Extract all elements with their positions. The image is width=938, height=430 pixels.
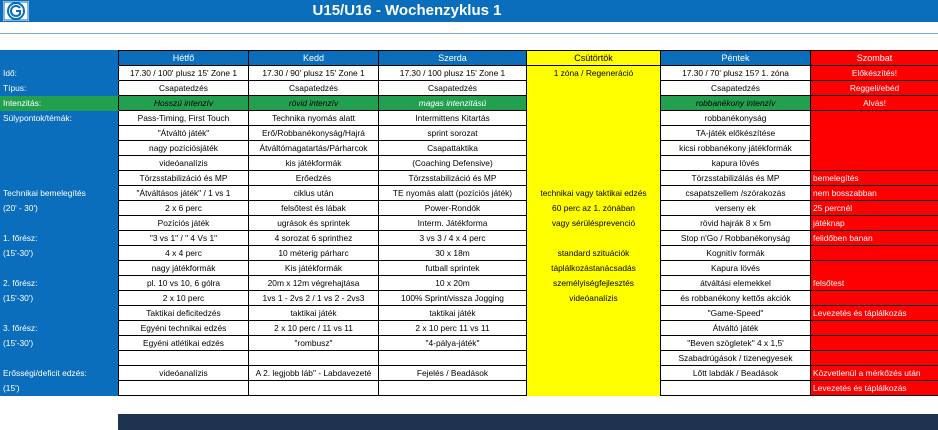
cell-f2-wed-3: 100% Sprint/vissza Jogging <box>379 291 527 306</box>
cell-sp-fri-2: TA-játék előkészítése <box>661 126 811 141</box>
row-label-tech-time: (20' - 30') <box>1 201 119 216</box>
row-intenzitas <box>1 96 938 111</box>
cell-sp-fri-4: kapura lövés <box>661 156 811 171</box>
cell-sp-wed-4: (Coaching Defensive) <box>379 156 527 171</box>
cell-f2-tue-2: 20m x 12m végrehajtása <box>249 276 379 291</box>
cell-sp-wed-2: sprint sorozat <box>379 126 527 141</box>
row-f2-1 <box>1 261 938 276</box>
cell-f2-tue-1: Kis játékformák <box>249 261 379 276</box>
cell-tipus-tue: Csapatedzés <box>249 81 379 96</box>
cell-er-fri-2: Lőtt labdák / Beadások <box>661 366 811 381</box>
row-f2-2 <box>1 276 938 291</box>
cell-sp-tue-2: Erő/Robbanékonyság/Hajrá <box>249 126 379 141</box>
cell-sp-sat-1 <box>811 111 938 126</box>
row-f3-3 <box>1 336 938 351</box>
row-sulypontok-2 <box>1 126 938 141</box>
cell-sp-mon-3: nagy pozíciósjáték <box>119 141 249 156</box>
cell-er-wed: Fejelés / Beadások <box>379 366 527 381</box>
row-er-2 <box>1 366 938 381</box>
row-f2-3 <box>1 291 938 306</box>
header-corner <box>1 51 119 66</box>
cell-ido-thu: 1 zóna / Regeneráció <box>527 66 661 81</box>
cell-tech-mon-3: 2 x 6 perc <box>119 201 249 216</box>
cell-int-wed: magas intenzitású <box>379 96 527 111</box>
cell-f3-fri-3: "Beven szögletek" 4 x 1,5' <box>661 336 811 351</box>
row-tech-2 <box>1 186 938 201</box>
cell-f2-mon-1: nagy játékformák <box>119 261 249 276</box>
cell-f1-tue-1: ugrások és sprintek <box>249 216 379 231</box>
cell-tipus-wed: Csapatedzés <box>379 81 527 96</box>
cell-f3-tue-2: 2 x 10 perc / 11 vs 11 <box>249 321 379 336</box>
cell-f1-tue-3: 10 méterig párharc <box>249 246 379 261</box>
cell-er-fri-1: Szabadrúgások / tizenegyesek <box>661 351 811 366</box>
cell-ido-fri: 17.30 / 70' plusz 15? 1. zóna <box>661 66 811 81</box>
day-header-friday: Péntek <box>661 51 811 66</box>
cell-f1-mon-3: 4 x 4 perc <box>119 246 249 261</box>
cell-thu-6: személyiségfejlesztés <box>527 276 661 291</box>
row-label-ido: Idő: <box>1 66 119 81</box>
row-label-f2-time: (15'-30') <box>1 291 119 306</box>
cell-tech-sat-2: nem bosszabban <box>811 186 938 201</box>
cell-tipus-sat: Reggeli/ebéd <box>811 81 938 96</box>
row-er-1 <box>1 351 938 366</box>
cell-sp-fri-1: robbanékonyság <box>661 111 811 126</box>
row-label-f1-time: (15'-30') <box>1 246 119 261</box>
cell-f2-sat-1: felsőtest <box>811 276 938 291</box>
row-tech-3 <box>1 201 938 216</box>
cell-ido-sat: Előkészítés! <box>811 66 938 81</box>
cell-er-sat-1: Közvetlenül a mérkőzés után <box>811 366 938 381</box>
row-label-f2: 2. főrész: <box>1 276 119 291</box>
cell-sp-thu-1 <box>527 111 661 126</box>
cell-f1-wed-2: 3 vs 3 / 4 x 4 perc <box>379 231 527 246</box>
cell-sp-wed-3: Csapattaktika <box>379 141 527 156</box>
cell-f2-fri-1: Kapura lövés <box>661 261 811 276</box>
row-tipus <box>1 81 938 96</box>
cell-ido-wed: 17.30 / 100 plusz 15' Zone 1 <box>379 66 527 81</box>
cell-int-tue: rövid intenzív <box>249 96 379 111</box>
header-row <box>1 51 938 66</box>
cell-ido-mon: 17.30 / 100' plusz 15' Zone 1 <box>119 66 249 81</box>
cell-tech-wed-3: Power-Rondók <box>379 201 527 216</box>
bottom-bar <box>118 414 938 430</box>
cell-tipus-thu <box>527 81 661 96</box>
cell-f2-fri-2: átváltási elemekkel <box>661 276 811 291</box>
row-label-er: Erősségi/deficit edzés: <box>1 366 119 381</box>
cell-f3-sat-1: Levezetés és táplálkozás <box>811 306 938 321</box>
cell-tech-mon-2: "Átváltásos játék" / 1 vs 1 <box>119 186 249 201</box>
cell-tech-wed-1: Törzsstabilizáció és MP <box>379 171 527 186</box>
cell-thu-4: standard szituációk <box>527 246 661 261</box>
row-ido <box>1 66 938 81</box>
cell-f1-wed-3: 30 x 18m <box>379 246 527 261</box>
row-label-tech: Technikai bemelegítés <box>1 186 119 201</box>
cell-tech-fri-2: csapatszellem /szórakozás <box>661 186 811 201</box>
row-er-3 <box>1 381 938 396</box>
cell-sp-tue-4: kis játékformák <box>249 156 379 171</box>
row-label-f3: 3. főrész: <box>1 321 119 336</box>
row-tech-1 <box>1 171 938 186</box>
cell-thu-3: vagy sérülésprevenció <box>527 216 661 231</box>
cell-ido-tue: 17.30 / 90' plusz 15' Zone 1 <box>249 66 379 81</box>
cell-f1-wed-1: Interm. Játékforma <box>379 216 527 231</box>
row-sulypontok-4 <box>1 156 938 171</box>
cell-f2-wed-2: 10 x 20m <box>379 276 527 291</box>
weekly-schedule-table <box>0 50 938 396</box>
cell-sp-mon-2: "Átváltó játék" <box>119 126 249 141</box>
day-header-monday: Hétfő <box>119 51 249 66</box>
cell-f3-wed-3: "4-pálya-játék" <box>379 336 527 351</box>
cell-er-tue: A 2. legjobb láb" - Labdavezeté <box>249 366 379 381</box>
day-header-wednesday: Szerda <box>379 51 527 66</box>
day-header-thursday: Csütörtök <box>527 51 661 66</box>
cell-f2-tue-3: 1vs 1 - 2vs 2 / 1 vs 2 - 2vs3 <box>249 291 379 306</box>
cell-sp-mon-1: Pass-Timing, First Touch <box>119 111 249 126</box>
cell-f1-mon-1: Pozíciós játék <box>119 216 249 231</box>
cell-tech-mon-1: Törzsstabilizáció és MP <box>119 171 249 186</box>
cell-int-sat: Alvás! <box>811 96 938 111</box>
row-label-f3-time: (15'-30') <box>1 336 119 351</box>
day-header-tuesday: Kedd <box>249 51 379 66</box>
cell-f1-fri-3: Kognitív formák <box>661 246 811 261</box>
cell-thu-2: 60 perc az 1. zónában <box>527 201 661 216</box>
cell-int-thu <box>527 96 661 111</box>
cell-tech-sat-1: bemelegítés <box>811 171 938 186</box>
row-label-intenzitas: Intenzitás: <box>1 96 119 111</box>
cell-int-fri: robbanékony intenzív <box>661 96 811 111</box>
cell-sp-fri-3: kicsi robbanékony játékformák <box>661 141 811 156</box>
row-label-tipus: Típus: <box>1 81 119 96</box>
day-header-saturday: Szombat <box>811 51 938 66</box>
cell-f3-mon-3: Egyéni atlétikai edzés <box>119 336 249 351</box>
row-f1-1 <box>1 216 938 231</box>
cell-sp-tue-1: Technika nyomás alatt <box>249 111 379 126</box>
row-label-sulypontok: Súlypontok/témák: <box>1 111 119 126</box>
row-label-f1: 1. főrész: <box>1 231 119 246</box>
cell-f3-tue-1: taktikai játék <box>249 306 379 321</box>
cell-f2-mon-2: pl. 10 vs 10, 6 gólra <box>119 276 249 291</box>
cell-f1-fri-2: Stop n'Go / Robbanékonyság <box>661 231 811 246</box>
cell-f2-wed-1: futball sprintek <box>379 261 527 276</box>
cell-er-mon: videóanalízis <box>119 366 249 381</box>
cell-f1-sat-2: felidőben banan <box>811 231 938 246</box>
cell-f1-fri-1: rövid hajrák 8 x 5m <box>661 216 811 231</box>
cell-er-sat-2: Levezetés és táplálkozás <box>811 381 938 396</box>
cell-int-mon: Hosszú intenzív <box>119 96 249 111</box>
cell-tech-wed-2: TE nyomás alatt (pozíciós játék) <box>379 186 527 201</box>
cell-thu-7: videóanalízis <box>527 291 661 306</box>
cell-f3-fri-1: "Game-Speed" <box>661 306 811 321</box>
cell-f3-mon-1: Taktikai deficitedzés <box>119 306 249 321</box>
cell-f3-tue-3: "rombusz" <box>249 336 379 351</box>
cell-thu-1: technikai vagy taktikai edzés <box>527 186 661 201</box>
cell-tech-tue-3: felsőtest és lábak <box>249 201 379 216</box>
cell-sp-wed-1: Intermittens Kitartás <box>379 111 527 126</box>
cell-f3-wed-2: 2 x 10 perc 11 vs 11 <box>379 321 527 336</box>
row-f3-1 <box>1 306 938 321</box>
row-f1-3 <box>1 246 938 261</box>
cell-f1-tue-2: 4 sorozat 6 sprinthez <box>249 231 379 246</box>
cell-thu-5: táplálkozástanácsadás <box>527 261 661 276</box>
row-sulypontok-1 <box>1 111 938 126</box>
page-title: U15/U16 - Wochenzyklus 1 <box>312 2 502 19</box>
cell-f2-mon-3: 2 x 10 perc <box>119 291 249 306</box>
cell-tech-sat-3: 25 percnél <box>811 201 938 216</box>
cell-f3-mon-2: Egyéni technikai edzés <box>119 321 249 336</box>
cell-f3-wed-1: taktikai játék <box>379 306 527 321</box>
cell-tech-fri-1: Törzsstabilizálás és MP <box>661 171 811 186</box>
divider <box>0 33 938 34</box>
cell-f3-fri-2: Átváltó játék <box>661 321 811 336</box>
row-label-er-time: (15') <box>1 381 119 396</box>
cell-tech-fri-3: verseny ek <box>661 201 811 216</box>
cell-tech-tue-2: ciklus után <box>249 186 379 201</box>
cell-tipus-fri: Csapatedzés <box>661 81 811 96</box>
cell-tipus-mon: Csapatedzés <box>119 81 249 96</box>
row-f1-2 <box>1 231 938 246</box>
row-sulypontok-3 <box>1 141 938 156</box>
row-f3-2 <box>1 321 938 336</box>
cell-f1-mon-2: "3 vs 1" / " 4 Vs 1" <box>119 231 249 246</box>
cell-tech-tue-1: Erőedzés <box>249 171 379 186</box>
cell-sp-mon-4: videóanalízis <box>119 156 249 171</box>
cell-f1-sat-1: játéknap <box>811 216 938 231</box>
cell-sp-tue-3: Átváltómagatartás/Párharcok <box>249 141 379 156</box>
cell-f2-fri-3: és robbanékony kettős akciók <box>661 291 811 306</box>
